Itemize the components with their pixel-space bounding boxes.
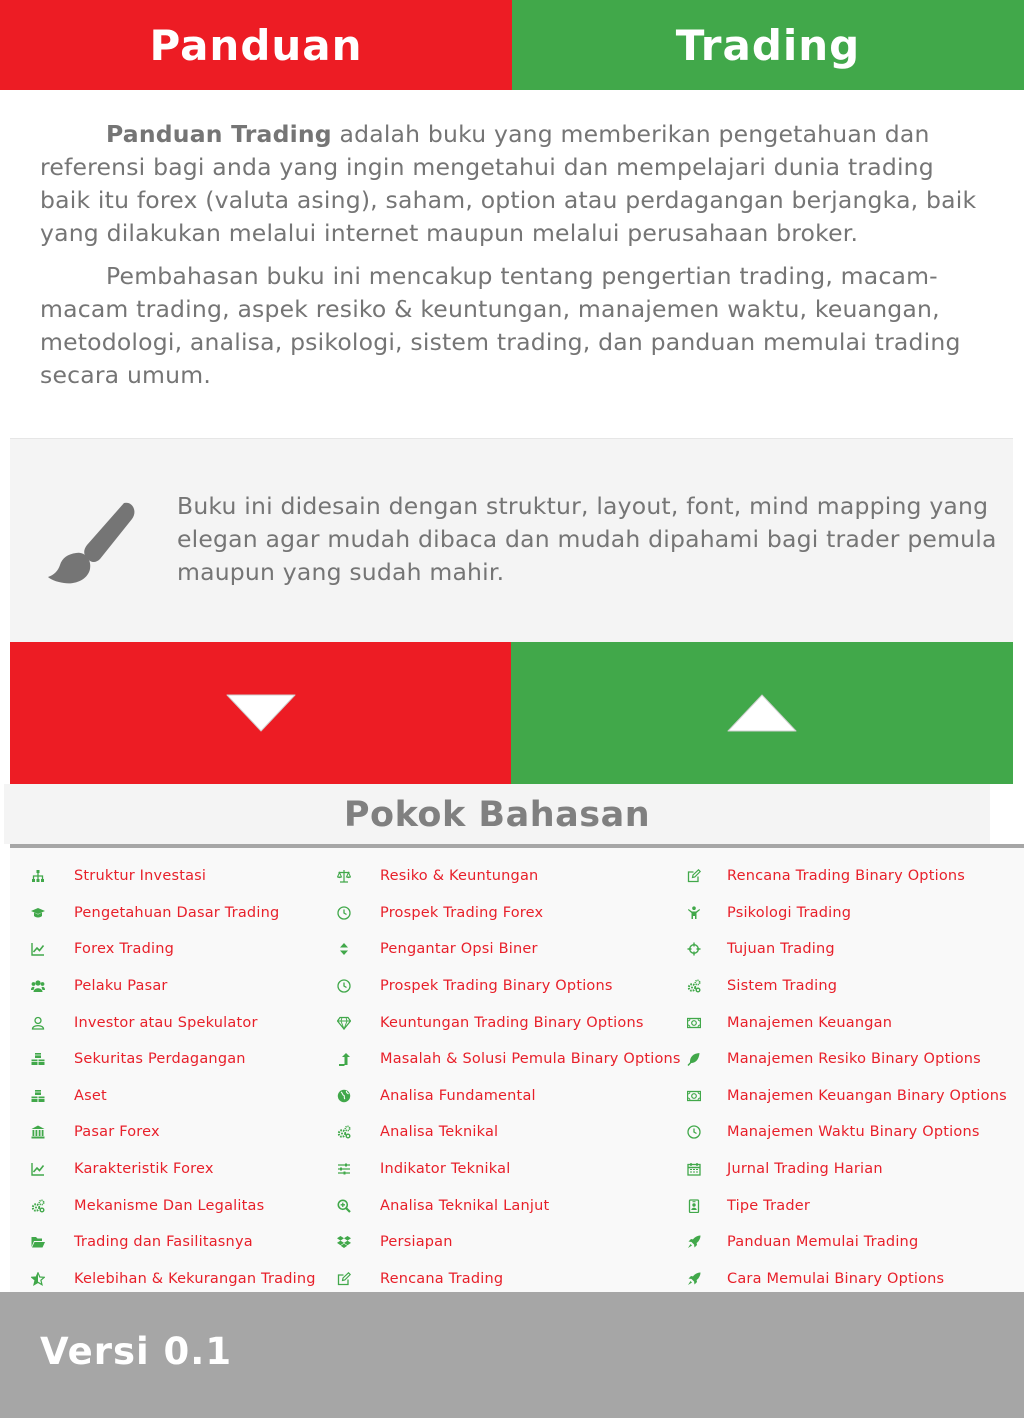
topic-link[interactable] [334, 1151, 681, 1188]
topic-label[interactable]: Manajemen Keuangan [727, 1014, 893, 1031]
feature-panel [10, 438, 1013, 642]
topic-label[interactable]: Trading dan Fasilitasnya [74, 1234, 253, 1251]
topic-link[interactable] [334, 1078, 681, 1115]
topic-link[interactable] [28, 1187, 316, 1224]
topic-link[interactable] [28, 1151, 316, 1188]
topic-link[interactable] [28, 858, 316, 895]
line-chart-icon [28, 1159, 48, 1179]
arrow-panels [10, 642, 1013, 784]
topic-link[interactable] [684, 1114, 1007, 1151]
topics-column-1 [28, 858, 316, 1297]
topic-label[interactable]: Aset [74, 1087, 107, 1104]
triangle-up-icon [722, 691, 802, 735]
users-icon [28, 976, 48, 996]
topics-title: Pokok Bahasan [4, 784, 990, 844]
collapse-up-button[interactable] [511, 642, 1013, 784]
intro-p1-text: adalah buku yang memberikan pengetahuan dan referensi bagi anda yang ingin mengetahui dan mempelajari dunia trading baik itu forex (valuta asing), saham, option atau perdagangan berjangka, baik yang dilakukan melalui internet maupun melalui perusahaan broker. [40, 120, 977, 247]
topic-label[interactable]: Cara Memulai Binary Options [727, 1270, 945, 1287]
topic-link[interactable] [334, 858, 681, 895]
clock-icon [334, 903, 354, 923]
topic-label[interactable]: Manajemen Keuangan Binary Options [727, 1087, 1007, 1104]
topic-label[interactable]: Karakteristik Forex [74, 1161, 214, 1178]
cogs-icon [28, 1196, 48, 1216]
diamond-icon [334, 1013, 354, 1033]
topics-column-3 [684, 858, 1007, 1297]
topic-link[interactable] [334, 1041, 681, 1078]
cogs-icon [684, 976, 704, 996]
expand-down-button[interactable] [10, 642, 511, 784]
intro-section [40, 118, 990, 402]
graduation-cap-icon [28, 903, 48, 923]
topic-label[interactable]: Pengetahuan Dasar Trading [74, 904, 280, 921]
line-chart-icon [28, 939, 48, 959]
topic-label[interactable]: Masalah & Solusi Pemula Binary Options [380, 1051, 681, 1068]
topic-label[interactable]: Pengantar Opsi Biner [380, 941, 538, 958]
topic-label[interactable]: Pasar Forex [74, 1124, 160, 1141]
topic-label[interactable]: Analisa Fundamental [380, 1087, 536, 1104]
globe-icon [334, 1086, 354, 1106]
level-up-icon [334, 1049, 354, 1069]
topics-column-2 [334, 858, 681, 1297]
crosshairs-icon [684, 939, 704, 959]
topic-link[interactable] [684, 1078, 1007, 1115]
topic-link[interactable] [684, 1187, 1007, 1224]
topic-link[interactable] [684, 858, 1007, 895]
topic-link[interactable] [28, 1224, 316, 1261]
intro-paragraph-1 [40, 118, 990, 250]
version-label: Versi 0.1 [40, 1330, 233, 1373]
topics-list [10, 844, 1024, 1292]
dropbox-icon [334, 1232, 354, 1252]
topic-label[interactable]: Tujuan Trading [727, 941, 835, 958]
leaf-icon [684, 1049, 704, 1069]
topic-link[interactable] [28, 931, 316, 968]
topic-link[interactable] [28, 968, 316, 1005]
sitemap-icon [28, 866, 48, 886]
topic-label[interactable]: Manajemen Resiko Binary Options [727, 1051, 981, 1068]
header [0, 0, 1024, 90]
header-title-left: Panduan [0, 0, 512, 90]
user-icon [28, 1013, 48, 1033]
topic-label[interactable]: Manajemen Waktu Binary Options [727, 1124, 980, 1141]
clock-icon [684, 1122, 704, 1142]
edit-icon [334, 1269, 354, 1289]
topic-label[interactable]: Keuntungan Trading Binary Options [380, 1014, 644, 1031]
footer [0, 1292, 1024, 1418]
topic-label[interactable]: Resiko & Keuntungan [380, 868, 539, 885]
topic-label[interactable]: Investor atau Spekulator [74, 1014, 258, 1031]
topic-label[interactable]: Analisa Teknikal [380, 1124, 499, 1141]
calendar-icon [684, 1159, 704, 1179]
cubes-icon [28, 1049, 48, 1069]
child-icon [684, 903, 704, 923]
bank-icon [28, 1122, 48, 1142]
paintbrush-icon [46, 497, 136, 587]
folder-open-icon [28, 1232, 48, 1252]
topic-link[interactable] [334, 895, 681, 932]
edit-icon [684, 866, 704, 886]
cogs-icon [334, 1122, 354, 1142]
topic-link[interactable] [684, 895, 1007, 932]
rocket-icon [684, 1232, 704, 1252]
topic-label[interactable]: Pelaku Pasar [74, 978, 168, 995]
topic-label[interactable]: Rencana Trading [380, 1270, 504, 1287]
topic-link[interactable] [28, 1004, 316, 1041]
search-plus-icon [334, 1196, 354, 1216]
topic-label[interactable]: Sistem Trading [727, 978, 838, 995]
intro-bold-title: Panduan Trading [106, 120, 332, 148]
topic-label[interactable]: Kelebihan & Kekurangan Trading [74, 1270, 316, 1287]
intro-paragraph-2: Pembahasan buku ini mencakup tentang pengertian trading, macam-macam trading, aspek resiko & keuntungan, manajemen waktu, keuangan, metodologi, analisa, psikologi, sistem trading, dan panduan memulai trading secara umum. [40, 262, 961, 389]
rocket-icon [684, 1269, 704, 1289]
topic-link[interactable] [684, 968, 1007, 1005]
feature-text: Buku ini didesain dengan struktur, layout, font, mind mapping yang elegan agar mudah dibaca dan mudah dipahami bagi trader pemula maupun yang sudah mahir. [177, 492, 997, 586]
triangle-down-icon [221, 691, 301, 735]
topic-label[interactable]: Rencana Trading Binary Options [727, 868, 966, 885]
topic-link[interactable] [684, 1041, 1007, 1078]
topic-link[interactable] [334, 1224, 681, 1261]
money-icon [684, 1013, 704, 1033]
topic-link[interactable] [28, 1078, 316, 1115]
star-half-icon [28, 1269, 48, 1289]
topic-label[interactable]: Psikologi Trading [727, 904, 852, 921]
topic-label[interactable]: Prospek Trading Binary Options [380, 978, 613, 995]
balance-scale-icon [334, 866, 354, 886]
topic-link[interactable] [684, 1151, 1007, 1188]
topic-label[interactable]: Sekuritas Perdagangan [74, 1051, 246, 1068]
topic-label[interactable]: Struktur Investasi [74, 868, 207, 885]
topic-link[interactable] [28, 1041, 316, 1078]
topic-label[interactable]: Jurnal Trading Harian [727, 1161, 883, 1178]
topic-link[interactable] [334, 1114, 681, 1151]
topic-link[interactable] [334, 1187, 681, 1224]
money-icon [684, 1086, 704, 1106]
topic-link[interactable] [684, 1004, 1007, 1041]
topic-link[interactable] [334, 968, 681, 1005]
id-badge-icon [684, 1196, 704, 1216]
topic-link[interactable] [334, 1004, 681, 1041]
topic-link[interactable] [684, 931, 1007, 968]
topic-label[interactable]: Prospek Trading Forex [380, 904, 544, 921]
topic-label[interactable]: Indikator Teknikal [380, 1161, 511, 1178]
sort-icon [334, 939, 354, 959]
topic-label[interactable]: Forex Trading [74, 941, 174, 958]
topic-label[interactable]: Tipe Trader [727, 1197, 811, 1214]
sliders-icon [334, 1159, 354, 1179]
topic-link[interactable] [28, 1114, 316, 1151]
clock-icon [334, 976, 354, 996]
topic-link[interactable] [334, 931, 681, 968]
cubes-icon [28, 1086, 48, 1106]
topic-label[interactable]: Mekanisme Dan Legalitas [74, 1197, 265, 1214]
topic-link[interactable] [28, 895, 316, 932]
header-title-right: Trading [512, 0, 1024, 90]
topic-label[interactable]: Panduan Memulai Trading [727, 1234, 919, 1251]
topic-label[interactable]: Analisa Teknikal Lanjut [380, 1197, 550, 1214]
topic-link[interactable] [684, 1224, 1007, 1261]
topic-label[interactable]: Persiapan [380, 1234, 453, 1251]
